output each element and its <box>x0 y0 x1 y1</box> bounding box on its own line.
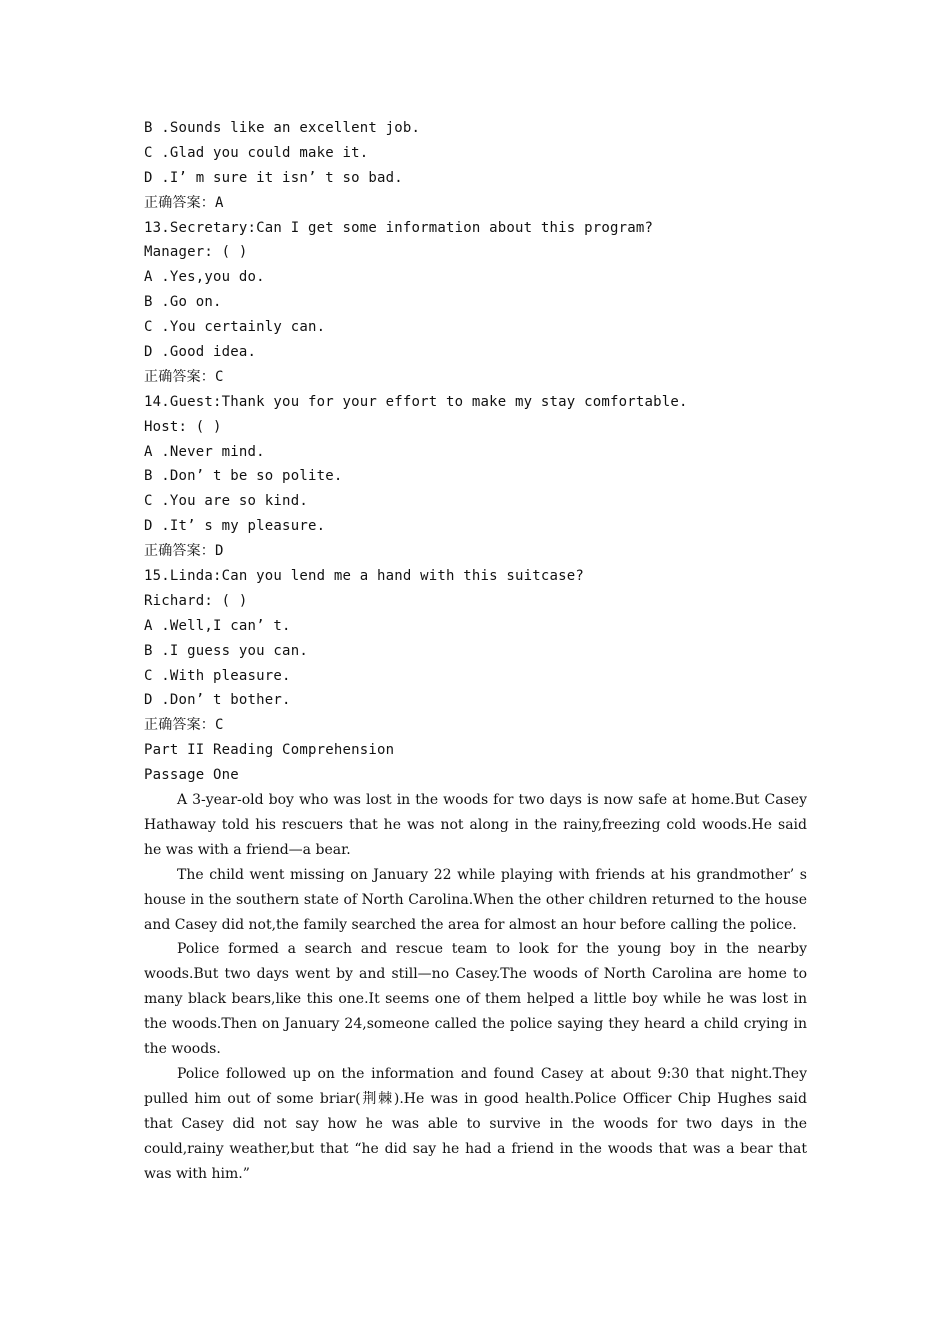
q15-option-d: D .Don’ t bother. <box>144 692 291 709</box>
q13-prompt: 13.Secretary:Can I get some information about this program? <box>144 219 654 236</box>
q15-answer: 正确答案：C <box>144 717 224 734</box>
q13-option-d: D .Good idea. <box>144 344 257 361</box>
q15-option-a: A .Well,I can’ t. <box>144 617 291 634</box>
passage-paragraph-3: Police formed a search and rescue team to look for the young boy in the nearby woods.But two days went by and still—no Casey.The woods of North Carolina are home to many black bears,like this one.It seems one of them helped a little boy while he was lost in the woods.Then on January 24,someone called the police saying they heard a child crying in the woods. <box>144 941 807 1058</box>
q12-option-c: C .Glad you could make it. <box>144 144 369 161</box>
passage-paragraph-1: A 3-year-old boy who was lost in the woods for two days is now safe at home.But Casey Hathaway told his rescuers that he was not along in the rainy,freezing cold woods.He said he was with a friend—a bear. <box>144 792 807 858</box>
q13-option-c: C .You certainly can. <box>144 319 326 336</box>
q15-speaker: Richard: ( ) <box>144 592 248 609</box>
q15-option-c: C .With pleasure. <box>144 667 291 684</box>
q13-speaker: Manager: ( ) <box>144 244 248 261</box>
q14-option-c: C .You are so kind. <box>144 493 308 510</box>
passage-paragraph-2: The child went missing on January 22 while playing with friends at his grandmother’ s house in the southern state of North Carolina.When the other children returned to the house and Casey did not,the family searched the area for almost an hour before calling the police. <box>144 866 807 933</box>
q14-option-b: B .Don’ t be so polite. <box>144 468 343 485</box>
document-page <box>144 116 807 1187</box>
q14-option-a: A .Never mind. <box>144 443 265 460</box>
q13-answer: 正确答案：C <box>144 368 224 385</box>
q14-answer: 正确答案：D <box>144 543 224 560</box>
q12-option-b: B .Sounds like an excellent job. <box>144 120 421 136</box>
q12-option-d: D .I’ m sure it isn’ t so bad. <box>144 169 403 186</box>
q14-speaker: Host: ( ) <box>144 418 222 435</box>
q13-option-a: A .Yes,you do. <box>144 269 265 286</box>
q14-option-d: D .It’ s my pleasure. <box>144 518 326 535</box>
q14-prompt: 14.Guest:Thank you for your effort to make my stay comfortable. <box>144 393 688 410</box>
q12-answer: 正确答案：A <box>144 194 224 211</box>
q15-option-b: B .I guess you can. <box>144 642 308 659</box>
passage-paragraph-4: Police followed up on the information and found Casey at about 9:30 that night.They pulled him out of some briar(荆棘).He was in good health.Police Officer Chip Hughes said that Casey did not say how he was able to survive in the woods for two days in the could,rainy weather,but that “he did say he had a friend in the woods that was a bear that was with him.” <box>144 1066 807 1182</box>
q15-prompt: 15.Linda:Can you lend me a hand with this suitcase? <box>144 568 585 585</box>
passage-title: Passage One <box>144 767 239 784</box>
q13-option-b: B .Go on. <box>144 294 222 311</box>
part2-heading: Part II Reading Comprehension <box>144 742 395 759</box>
